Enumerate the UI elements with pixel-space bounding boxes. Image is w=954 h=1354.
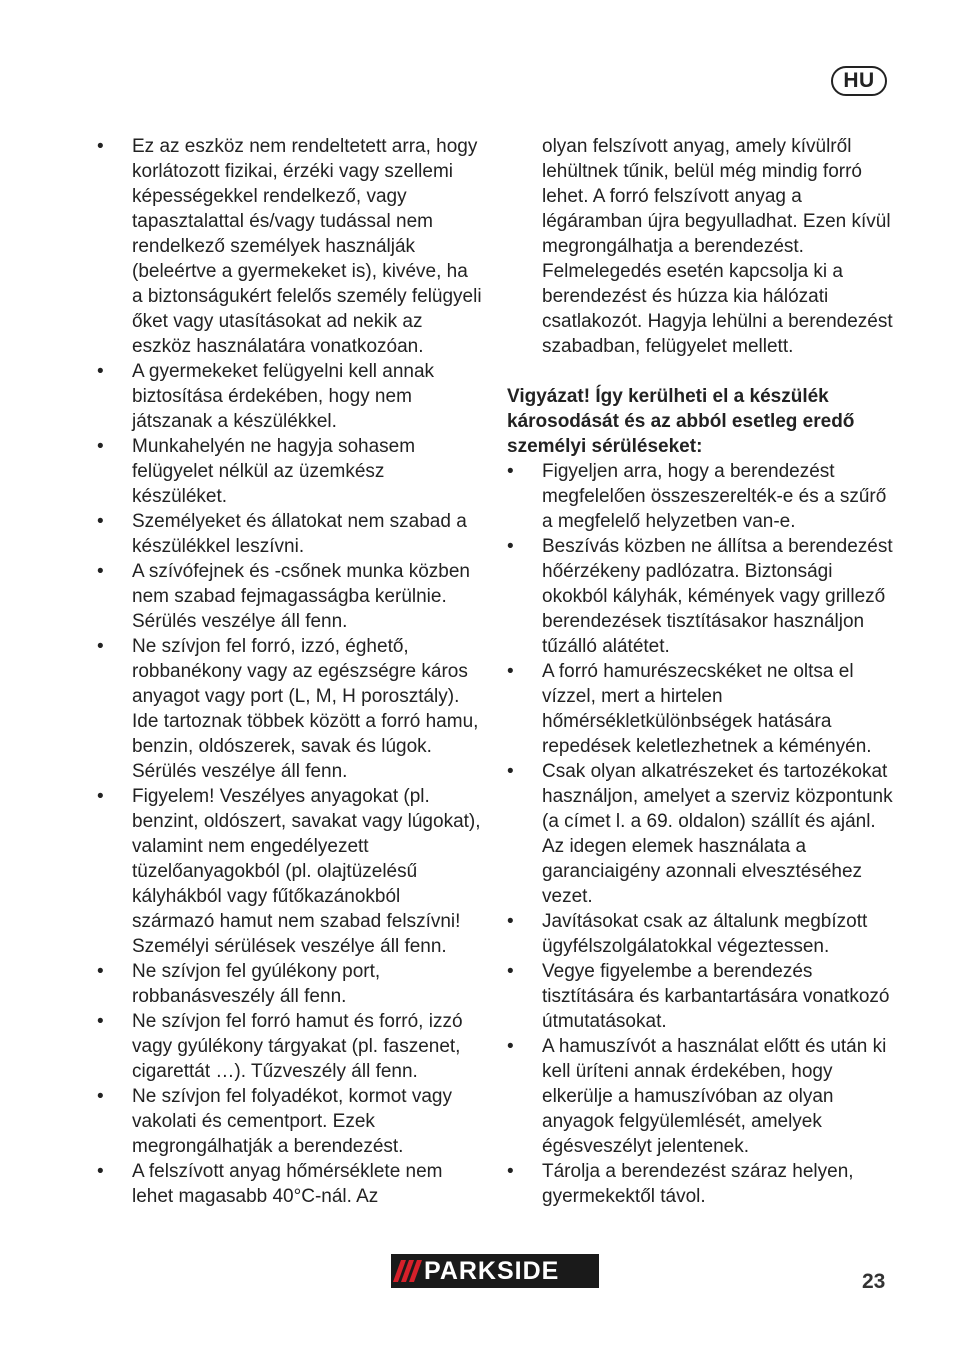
list-item: • Figyelem! Veszélyes anyagokat (pl. benzint, oldószert, savakat vagy lúgokat), valamint nem engedélyezett tüzelőanyagokból (pl. olajtüzelésű kályhákból vagy fűtőkazánokból származó hamut nem szabad felszívni! Személyi sérülések veszélye áll fenn. — [97, 784, 483, 959]
list-item: • Ne szívjon fel gyúlékony port, robbanásveszély áll fenn. — [97, 959, 483, 1009]
list-item: • Tárolja a berendezést száraz helyen, gyermekektől távol. — [507, 1159, 893, 1209]
right-bullet-list — [507, 459, 893, 1209]
continued-paragraph: olyan felszívott anyag, amely kívülről lehültnek tűnik, belül még mindig forró lehet. A forró felszívott anyag a légáramban újra begyulladhat. Ezen kívül megrongálhatja a berendezést. Felmelegedés esetén kapcsolja ki a berendezést és húzza kia hálózati csatlakozót. Hagyja lehülni a berendezést szabadban, felügyelet mellett. — [542, 136, 893, 357]
page-number: 23 — [862, 1270, 886, 1293]
list-item: • Ne szívjon fel forró, izzó, éghető, robbanékony vagy az egészségre káros anyagot vagy port (L, M, H porosztály). Ide tartoznak többek között a forró hamu, benzin, oldószerek, savak és lúgok. Sérülés veszélye áll fenn. — [97, 634, 483, 784]
left-bullet-list — [97, 134, 483, 1209]
list-item: • A forró hamurészecskéket ne oltsa el vízzel, mert a hirtelen hőmérsékletkülönbségek hatására repedések keletlezhetnek a kéményén. — [507, 659, 893, 759]
list-item: • Személyeket és állatokat nem szabad a készülékkel leszívni. — [97, 509, 483, 559]
list-item: • Csak olyan alkatrészeket és tartozékokat használjon, amelyet a szerviz központunk (a címet l. a 69. oldalon) szállít és ajánl. Az idegen elemek használata a garanciaigény azonnali elvesztéséhez vezet. — [507, 759, 893, 909]
list-item: • Ne szívjon fel forró hamut és forró, izzó vagy gyúlékony tárgyakat (pl. faszenet, cigarettát …). Tűzveszély áll fenn. — [97, 1009, 483, 1084]
right-column — [507, 134, 893, 1209]
logo-stripes-icon — [397, 1260, 418, 1282]
language-badge: HU — [831, 66, 887, 96]
list-item: • Vegye figyelembe a berendezés tisztítására és karbantartására vonatkozó útmutatásokat. — [507, 959, 893, 1034]
list-item: • A hamuszívót a használat előtt és után ki kell üríteni annak érdekében, hogy elkerülje a hamuszívóban az olyan anyagok felgyülemlését, amelyek égésveszélyt jelentenek. — [507, 1034, 893, 1159]
list-item: • A szívófejnek és -csőnek munka közben nem szabad fejmagasságba kerülnie. Sérülés veszélye áll fenn. — [97, 559, 483, 634]
list-item: • Ne szívjon fel folyadékot, kormot vagy vakolati és cementport. Ezek megrongálhatják a berendezést. — [97, 1084, 483, 1159]
list-item: • Javításokat csak az általunk megbízott ügyfélszolgálatokkal végeztessen. — [507, 909, 893, 959]
brand-name: PARKSIDE — [424, 1256, 560, 1285]
list-item: • Munkahelyén ne hagyja sohasem felügyelet nélkül az üzemkész készüléket. — [97, 434, 483, 509]
parkside-logo — [391, 1254, 599, 1288]
section-heading: Vigyázat! Így kerülheti el a készülék károsodását és az abból esetleg eredő személyi sérüléseket: — [507, 386, 855, 457]
list-item: • Ez az eszköz nem rendeltetett arra, hogy korlátozott fizikai, érzéki vagy szellemi képességekkel rendelkező, vagy tapasztalattal és/vagy tudással nem rendelkező személyek használják (beleértve a gyermekeket is), kivéve, ha a biztonságukért felelős személy felügyeli őket vagy utasításokat ad nekik az eszköz használatára vonatkozóan. — [97, 134, 483, 359]
list-item: • Figyeljen arra, hogy a berendezést megfelelően összeszerelték-e és a szűrő a megfelelő helyzetben van-e. — [507, 459, 893, 534]
list-item: • A gyermekeket felügyelni kell annak biztosítása érdekében, hogy nem játszanak a készülékkel. — [97, 359, 483, 434]
left-column — [97, 134, 483, 1209]
list-item: • A felszívott anyag hőmérséklete nem lehet magasabb 40°C-nál. Az — [97, 1159, 483, 1209]
list-item: • Beszívás közben ne állítsa a berendezést hőérzékeny padlózatra. Biztonsági okokból kályhák, kémények vagy grillező berendezések tisztításakor használjon tűzálló alátétet. — [507, 534, 893, 659]
